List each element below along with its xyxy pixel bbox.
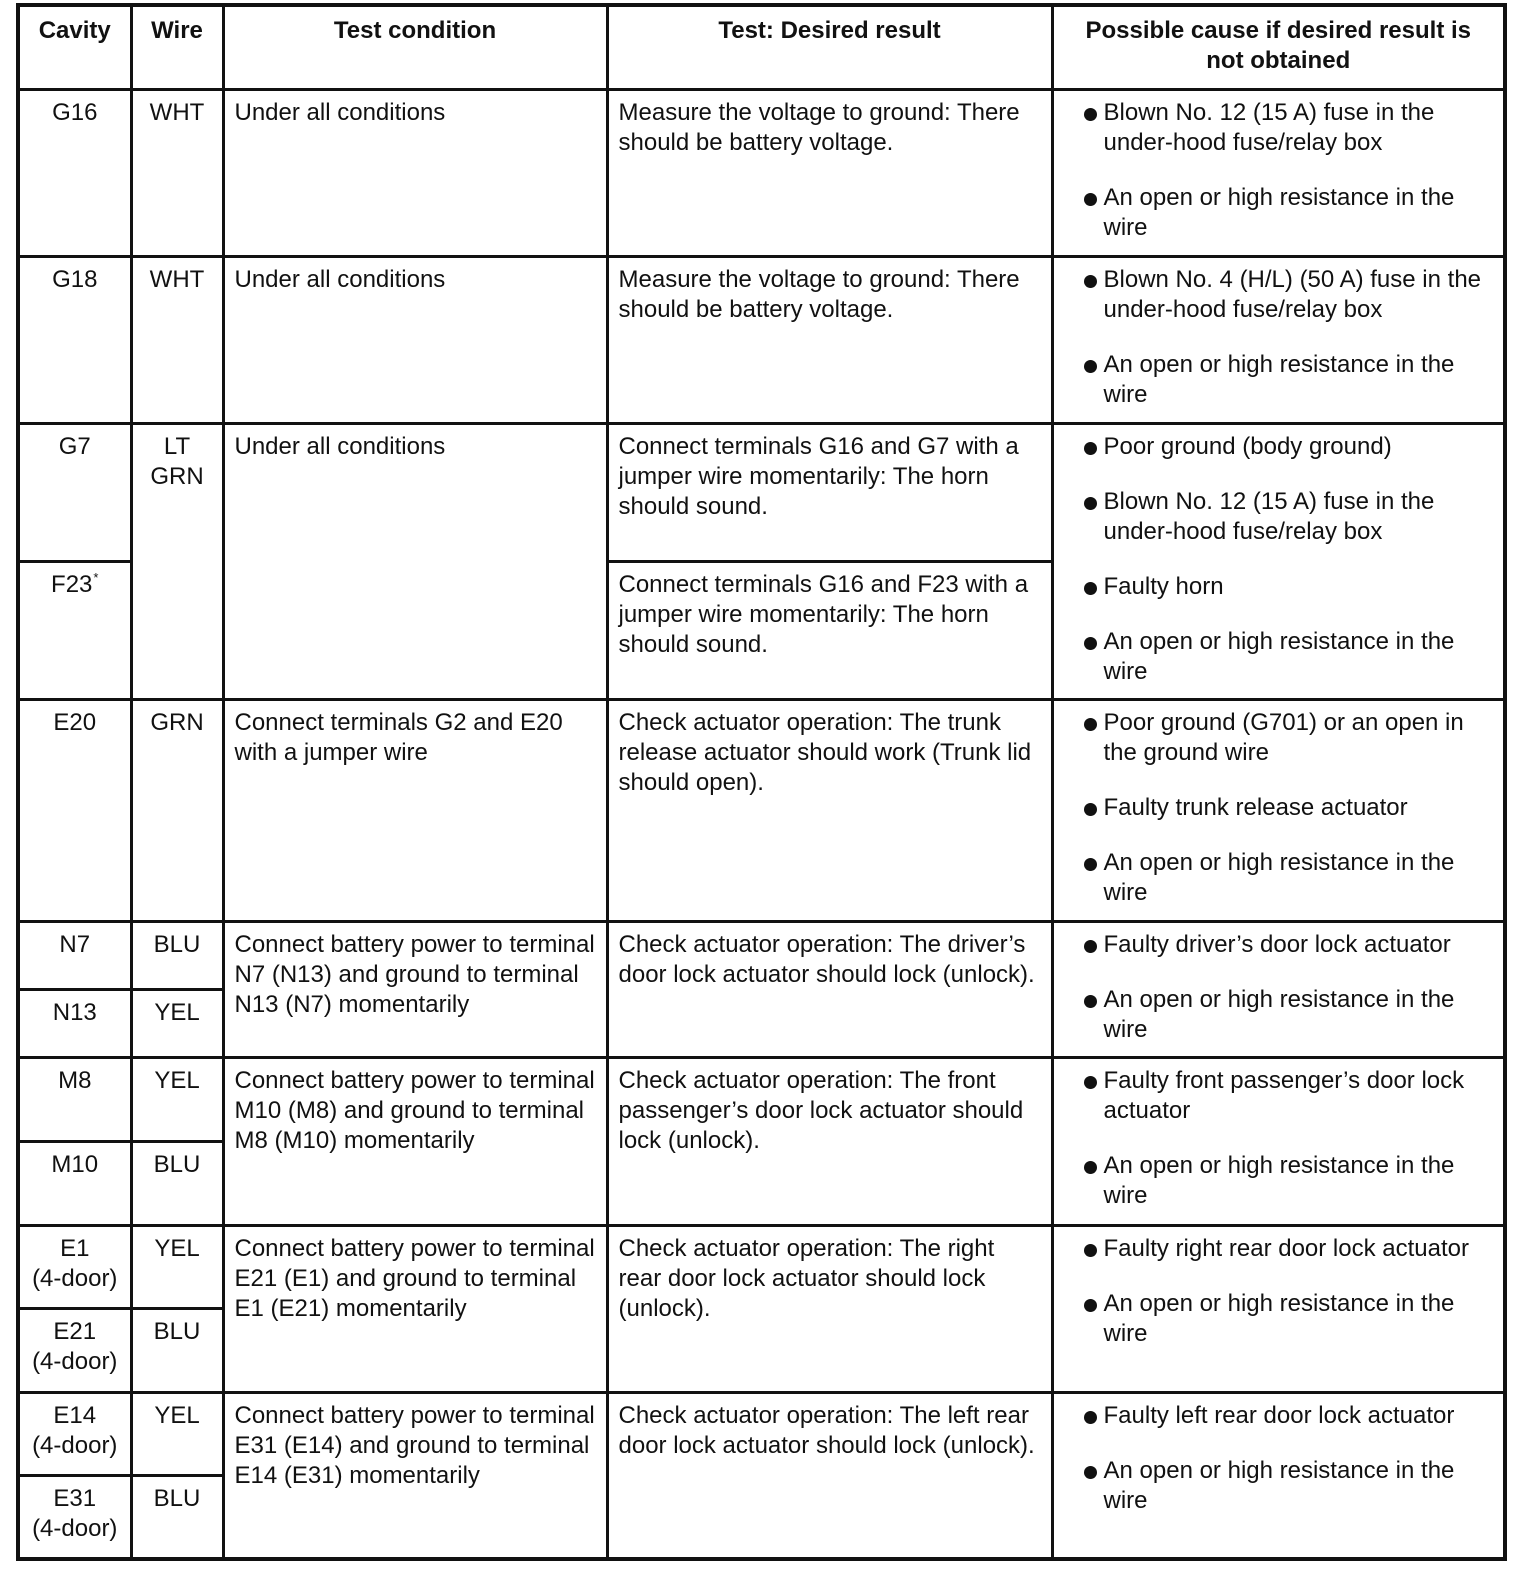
cavity-cell (18, 1392, 131, 1475)
wire-cell: WHT (131, 256, 223, 423)
cause-item (1064, 708, 1494, 768)
cavity-cell: G7 (18, 423, 131, 561)
cavity-label: E1 (60, 1234, 90, 1262)
table-row-g7 (18, 423, 1505, 561)
desired-result-cell: Connect terminals G16 and F23 with a jumper wire momentarily: The horn should sound. (607, 561, 1052, 699)
cause-list (1064, 1066, 1494, 1211)
possible-cause-cell (1052, 699, 1505, 921)
bullet-icon (1084, 858, 1097, 871)
cause-item (1064, 930, 1494, 960)
bullet-icon (1084, 1411, 1097, 1424)
wire-cell: GRN (131, 699, 223, 921)
cavity-note: (4-door) (32, 1347, 118, 1375)
desired-result-cell: Check actuator operation: The trunk release actuator should work (Trunk lid should open). (607, 699, 1052, 921)
cause-text: Faulty horn (1103, 572, 1224, 600)
table-row-e14 (18, 1392, 1505, 1475)
troubleshooting-table (16, 3, 1507, 1561)
test-condition-cell: Under all conditions (223, 256, 607, 423)
cavity-label: F23 (51, 570, 93, 598)
bullet-icon (1084, 497, 1097, 510)
possible-cause-cell (1052, 89, 1505, 256)
possible-cause-cell (1052, 423, 1505, 699)
bullet-icon (1084, 637, 1097, 650)
bullet-icon (1084, 108, 1097, 121)
cavity-note: (4-door) (32, 1514, 118, 1542)
wire-cell: YEL (131, 1057, 223, 1141)
cavity-note: (4-door) (32, 1264, 118, 1292)
header-desired-result: Test: Desired result (607, 5, 1052, 89)
cause-text: An open or high resistance in the wire (1103, 848, 1455, 906)
desired-result-cell: Check actuator operation: The right rear door lock actuator should lock (unlock). (607, 1225, 1052, 1392)
possible-cause-cell (1052, 1057, 1505, 1225)
bullet-icon (1084, 442, 1097, 455)
cause-text: Faulty front passenger’s door lock actuator (1103, 1066, 1465, 1124)
cause-item (1064, 1401, 1494, 1431)
cause-item (1064, 487, 1494, 547)
wire-cell: LT GRN (131, 423, 223, 699)
cavity-cell: M8 (18, 1057, 131, 1141)
possible-cause-cell (1052, 1225, 1505, 1392)
table-row-g16 (18, 89, 1505, 256)
cause-item (1064, 1289, 1494, 1349)
cavity-cell (18, 561, 131, 699)
cause-text: Poor ground (G701) or an open in the ground wire (1103, 708, 1464, 766)
header-cavity: Cavity (18, 5, 131, 89)
cause-list (1064, 1401, 1494, 1516)
possible-cause-cell (1052, 1392, 1505, 1559)
cause-text: An open or high resistance in the wire (1103, 627, 1455, 685)
table-row-g18 (18, 256, 1505, 423)
cause-item (1064, 793, 1494, 823)
cause-item (1064, 985, 1494, 1045)
test-condition-cell: Under all conditions (223, 423, 607, 699)
cause-item (1064, 265, 1494, 325)
cause-text: An open or high resistance in the wire (1103, 1456, 1455, 1514)
cause-item (1064, 572, 1494, 602)
cause-list (1064, 708, 1494, 908)
desired-result-cell: Check actuator operation: The left rear door lock actuator should lock (unlock). (607, 1392, 1052, 1559)
cavity-cell: E20 (18, 699, 131, 921)
test-condition-cell: Connect battery power to terminal E31 (E14) and ground to terminal E14 (E31) momentarily (223, 1392, 607, 1559)
cause-item (1064, 1151, 1494, 1211)
cavity-label: E31 (53, 1484, 97, 1512)
bullet-icon (1084, 940, 1097, 953)
bullet-icon (1084, 582, 1097, 595)
table-row-e1 (18, 1225, 1505, 1308)
cause-item (1064, 627, 1494, 687)
desired-result-cell: Measure the voltage to ground: There should be battery voltage. (607, 256, 1052, 423)
table-row-n7 (18, 921, 1505, 989)
wire-cell: BLU (131, 1141, 223, 1225)
bullet-icon (1084, 803, 1097, 816)
cavity-label: E14 (53, 1401, 97, 1429)
cause-list (1064, 98, 1494, 243)
desired-result-cell: Connect terminals G16 and G7 with a jumper wire momentarily: The horn should sound. (607, 423, 1052, 561)
cause-text: Faulty trunk release actuator (1103, 793, 1408, 821)
desired-result-cell: Measure the voltage to ground: There should be battery voltage. (607, 89, 1052, 256)
cavity-note: (4-door) (32, 1431, 118, 1459)
possible-cause-cell (1052, 256, 1505, 423)
test-condition-cell: Under all conditions (223, 89, 607, 256)
test-condition-cell: Connect battery power to terminal N7 (N13) and ground to terminal N13 (N7) momentarily (223, 921, 607, 1057)
cause-text: Blown No. 12 (15 A) fuse in the under-hood fuse/relay box (1103, 98, 1435, 156)
desired-result-cell: Check actuator operation: The driver’s door lock actuator should lock (unlock). (607, 921, 1052, 1057)
cause-item (1064, 1234, 1494, 1264)
wire-cell: BLU (131, 921, 223, 989)
header-possible-cause: Possible cause if desired result is not obtained (1052, 5, 1505, 89)
cavity-cell (18, 1475, 131, 1559)
bullet-icon (1084, 718, 1097, 731)
header-row (18, 5, 1505, 89)
cavity-cell (18, 1308, 131, 1392)
table-row-m8 (18, 1057, 1505, 1141)
bullet-icon (1084, 1076, 1097, 1089)
wire-cell: BLU (131, 1308, 223, 1392)
wire-cell: YEL (131, 989, 223, 1057)
cause-list (1064, 930, 1494, 1045)
cavity-label: E21 (53, 1317, 97, 1345)
bullet-icon (1084, 995, 1097, 1008)
cause-text: Poor ground (body ground) (1103, 432, 1392, 460)
cause-item (1064, 1456, 1494, 1516)
test-condition-cell: Connect battery power to terminal E21 (E1) and ground to terminal E1 (E21) momentarily (223, 1225, 607, 1392)
cause-text: An open or high resistance in the wire (1103, 183, 1455, 241)
test-condition-cell: Connect battery power to terminal M10 (M8) and ground to terminal M8 (M10) momentarily (223, 1057, 607, 1225)
cause-item (1064, 432, 1494, 462)
cavity-cell: N7 (18, 921, 131, 989)
cause-text: Blown No. 12 (15 A) fuse in the under-hood fuse/relay box (1103, 487, 1435, 545)
wire-cell: YEL (131, 1392, 223, 1475)
cause-item (1064, 848, 1494, 908)
bullet-icon (1084, 1161, 1097, 1174)
wire-cell: YEL (131, 1225, 223, 1308)
cause-list (1064, 265, 1494, 410)
wire-cell: BLU (131, 1475, 223, 1559)
cavity-cell: G18 (18, 256, 131, 423)
cause-text: Faulty left rear door lock actuator (1103, 1401, 1455, 1429)
bullet-icon (1084, 1299, 1097, 1312)
cause-item (1064, 98, 1494, 158)
cause-item (1064, 183, 1494, 243)
table-row-e20 (18, 699, 1505, 921)
cause-text: An open or high resistance in the wire (1103, 985, 1455, 1043)
cause-list (1064, 432, 1494, 687)
possible-cause-cell (1052, 921, 1505, 1057)
cause-text: An open or high resistance in the wire (1103, 350, 1455, 408)
bullet-icon (1084, 275, 1097, 288)
cause-text: Faulty right rear door lock actuator (1103, 1234, 1469, 1262)
bullet-icon (1084, 193, 1097, 206)
cavity-cell (18, 1225, 131, 1308)
cause-text: An open or high resistance in the wire (1103, 1289, 1455, 1347)
cause-text: Blown No. 4 (H/L) (50 A) fuse in the under-hood fuse/relay box (1103, 265, 1482, 323)
table-container (16, 3, 1507, 1561)
cavity-cell: G16 (18, 89, 131, 256)
header-wire: Wire (131, 5, 223, 89)
cavity-cell: N13 (18, 989, 131, 1057)
cause-text: Faulty driver’s door lock actuator (1103, 930, 1451, 958)
bullet-icon (1084, 1466, 1097, 1479)
cause-item (1064, 1066, 1494, 1126)
cavity-cell: M10 (18, 1141, 131, 1225)
cause-text: An open or high resistance in the wire (1103, 1151, 1455, 1209)
cause-list (1064, 1234, 1494, 1349)
footnote-mark: * (93, 569, 99, 585)
bullet-icon (1084, 360, 1097, 373)
test-condition-cell: Connect terminals G2 and E20 with a jumper wire (223, 699, 607, 921)
wire-cell: WHT (131, 89, 223, 256)
header-test-condition: Test condition (223, 5, 607, 89)
cause-item (1064, 350, 1494, 410)
bullet-icon (1084, 1244, 1097, 1257)
desired-result-cell: Check actuator operation: The front passenger’s door lock actuator should lock (unlock). (607, 1057, 1052, 1225)
